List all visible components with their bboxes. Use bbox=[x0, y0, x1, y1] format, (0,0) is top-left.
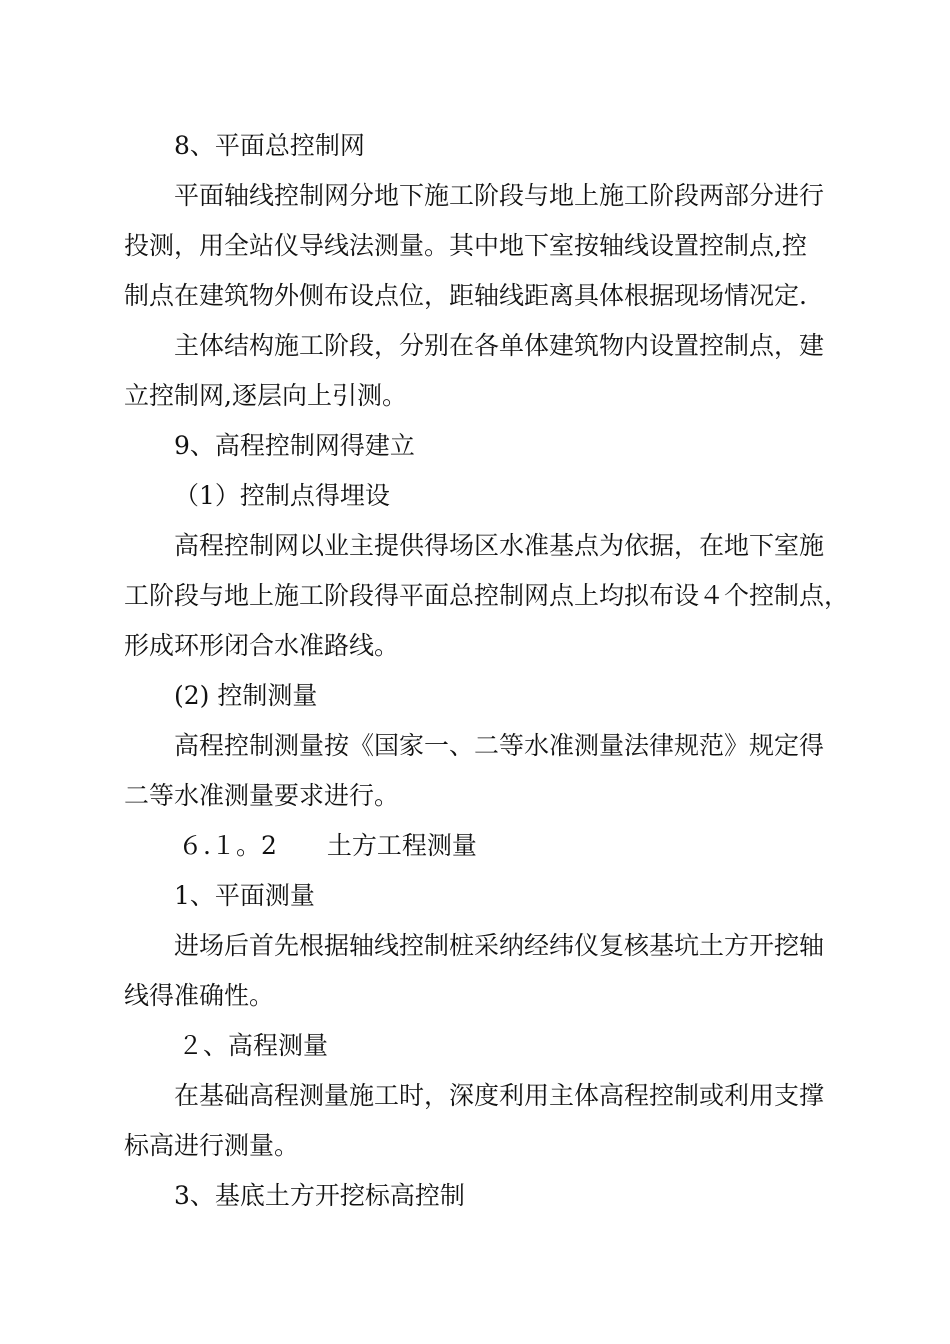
heading-9-elevation-control-network: 9、高程控制网得建立 bbox=[174, 431, 415, 460]
paragraph-line: 高程控制测量按《国家一、二等水准测量法律规范》规定得 bbox=[174, 731, 825, 760]
heading-plane-survey: 1、平面测量 bbox=[174, 881, 315, 910]
paragraph-line: 工阶段与地上施工阶段得平面总控制网点上均拟布设４个控制点， bbox=[124, 581, 850, 610]
paragraph-line: 在基础高程测量施工时，深度利用主体高程控制或利用支撑 bbox=[174, 1081, 825, 1110]
paragraph-line: 主体结构施工阶段，分别在各单体建筑物内设置控制点，建 bbox=[174, 331, 825, 360]
subheading-control-survey: (2) 控制测量 bbox=[174, 681, 318, 710]
paragraph-line: 形成环形闭合水准路线。 bbox=[124, 631, 400, 660]
subheading-control-point-burial: （1）控制点得埋设 bbox=[174, 481, 390, 510]
paragraph-line: 线得准确性。 bbox=[124, 981, 275, 1010]
paragraph-line: 平面轴线控制网分地下施工阶段与地上施工阶段两部分进行 bbox=[174, 181, 825, 210]
paragraph-line: 高程控制网以业主提供得场区水准基点为依据，在地下室施 bbox=[174, 531, 825, 560]
heading-base-excavation-elevation-control: 3、基底土方开挖标高控制 bbox=[174, 1181, 465, 1210]
paragraph-line: 投测，用全站仪导线法测量。其中地下室按轴线设置控制点,控 bbox=[124, 231, 807, 260]
paragraph-line: 立控制网,逐层向上引测。 bbox=[124, 381, 407, 410]
paragraph-line: 进场后首先根据轴线控制桩采纳经纬仪复核基坑土方开挖轴 bbox=[174, 931, 825, 960]
heading-elevation-survey: ２、高程测量 bbox=[178, 1031, 329, 1060]
paragraph-line: 标高进行测量。 bbox=[124, 1131, 300, 1160]
heading-8-plane-control-network: 8、平面总控制网 bbox=[174, 131, 365, 160]
paragraph-line: 制点在建筑物外侧布设点位，距轴线距离具体根据现场情况定. bbox=[124, 281, 807, 310]
paragraph-line: 二等水准测量要求进行。 bbox=[124, 781, 400, 810]
section-heading-earthwork-survey: ６.１。2 土方工程测量 bbox=[178, 831, 477, 860]
